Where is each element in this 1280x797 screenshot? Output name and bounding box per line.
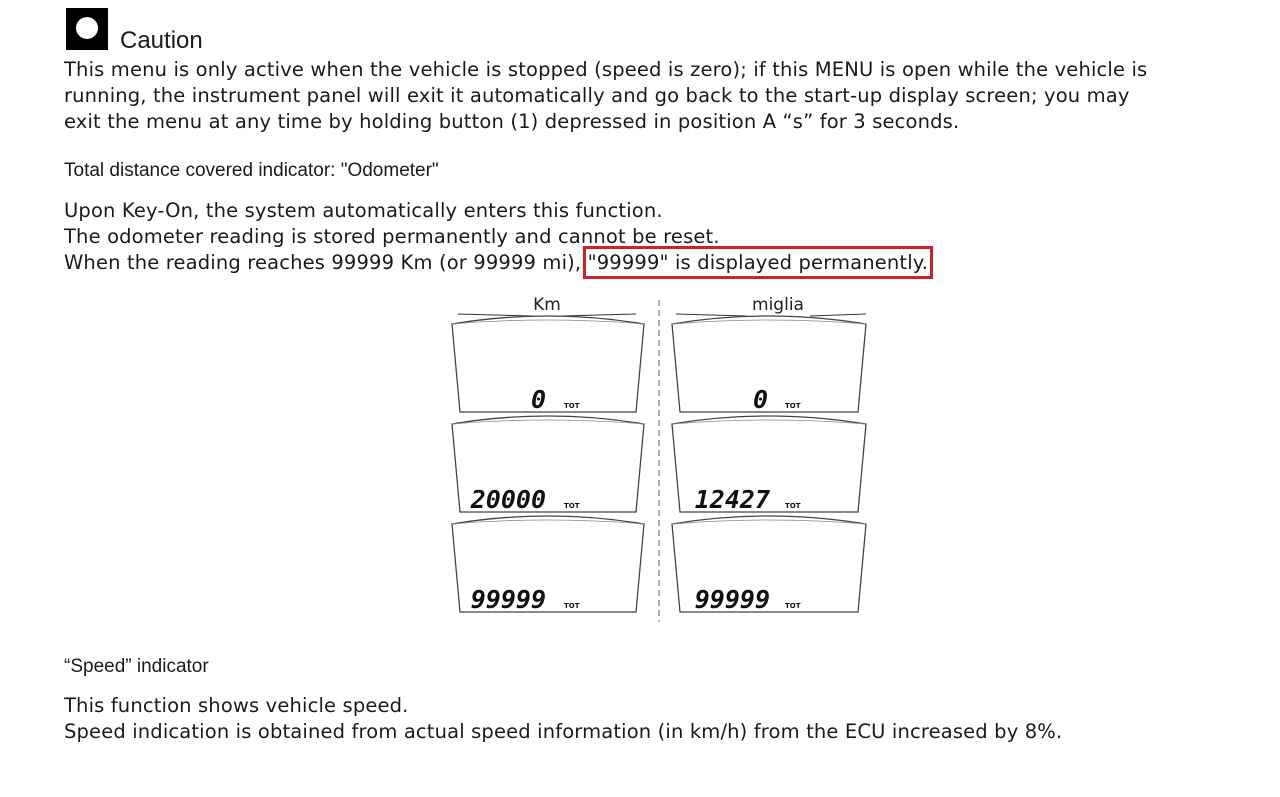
odometer-line: Upon Key-On, the system automatically enters this function. bbox=[64, 199, 663, 222]
odometer-line-last bbox=[64, 250, 928, 276]
unit-label-miglia: miglia bbox=[752, 295, 804, 315]
reading-mi-3: 99999 bbox=[694, 585, 770, 614]
reading-km-3: 99999 bbox=[470, 585, 546, 614]
speed-heading: “Speed” indicator bbox=[64, 656, 209, 677]
tot-tag: TOT bbox=[785, 502, 801, 510]
lcd-screen-km-1 bbox=[452, 316, 644, 412]
tot-tag: TOT bbox=[564, 502, 580, 510]
caution-paragraph bbox=[64, 57, 1147, 135]
unit-label-km: Km bbox=[533, 295, 561, 315]
reading-mi-2: 12427 bbox=[694, 485, 770, 514]
odometer-display-figure bbox=[440, 290, 880, 626]
caution-circle-icon bbox=[66, 8, 108, 50]
speed-paragraph bbox=[64, 693, 1062, 745]
reading-mi-1: 0 bbox=[752, 385, 768, 414]
tot-tag: TOT bbox=[785, 602, 801, 610]
reading-km-2: 20000 bbox=[470, 485, 546, 514]
highlighted-text: "99999" is displayed permanently. bbox=[587, 251, 929, 274]
caution-line: This menu is only active when the vehicle is stopped (speed is zero); if this MENU is open while the vehicle is bbox=[64, 58, 1148, 81]
odometer-line-prefix: When the reading reaches 99999 Km (or 99999 mi), bbox=[64, 251, 588, 274]
speed-line: This function shows vehicle speed. bbox=[64, 694, 409, 717]
lcd-screen-mi-1 bbox=[672, 316, 866, 412]
tot-tag: TOT bbox=[564, 602, 580, 610]
odometer-heading: Total distance covered indicator: "Odometer" bbox=[64, 160, 439, 181]
speed-line: Speed indication is obtained from actual speed information (in km/h) from the ECU increased by 8%. bbox=[64, 720, 1063, 743]
tot-tag: TOT bbox=[564, 402, 580, 410]
caution-line: exit the menu at any time by holding button (1) depressed in position A “s” for 3 seconds. bbox=[64, 110, 960, 133]
odometer-paragraph bbox=[64, 198, 928, 276]
reading-km-1: 0 bbox=[530, 385, 546, 414]
caution-line: running, the instrument panel will exit it automatically and go back to the start-up display screen; you may bbox=[64, 84, 1130, 107]
tot-tag: TOT bbox=[785, 402, 801, 410]
odometer-line: The odometer reading is stored permanently and cannot be reset. bbox=[64, 225, 720, 248]
caution-title: Caution bbox=[120, 27, 203, 54]
